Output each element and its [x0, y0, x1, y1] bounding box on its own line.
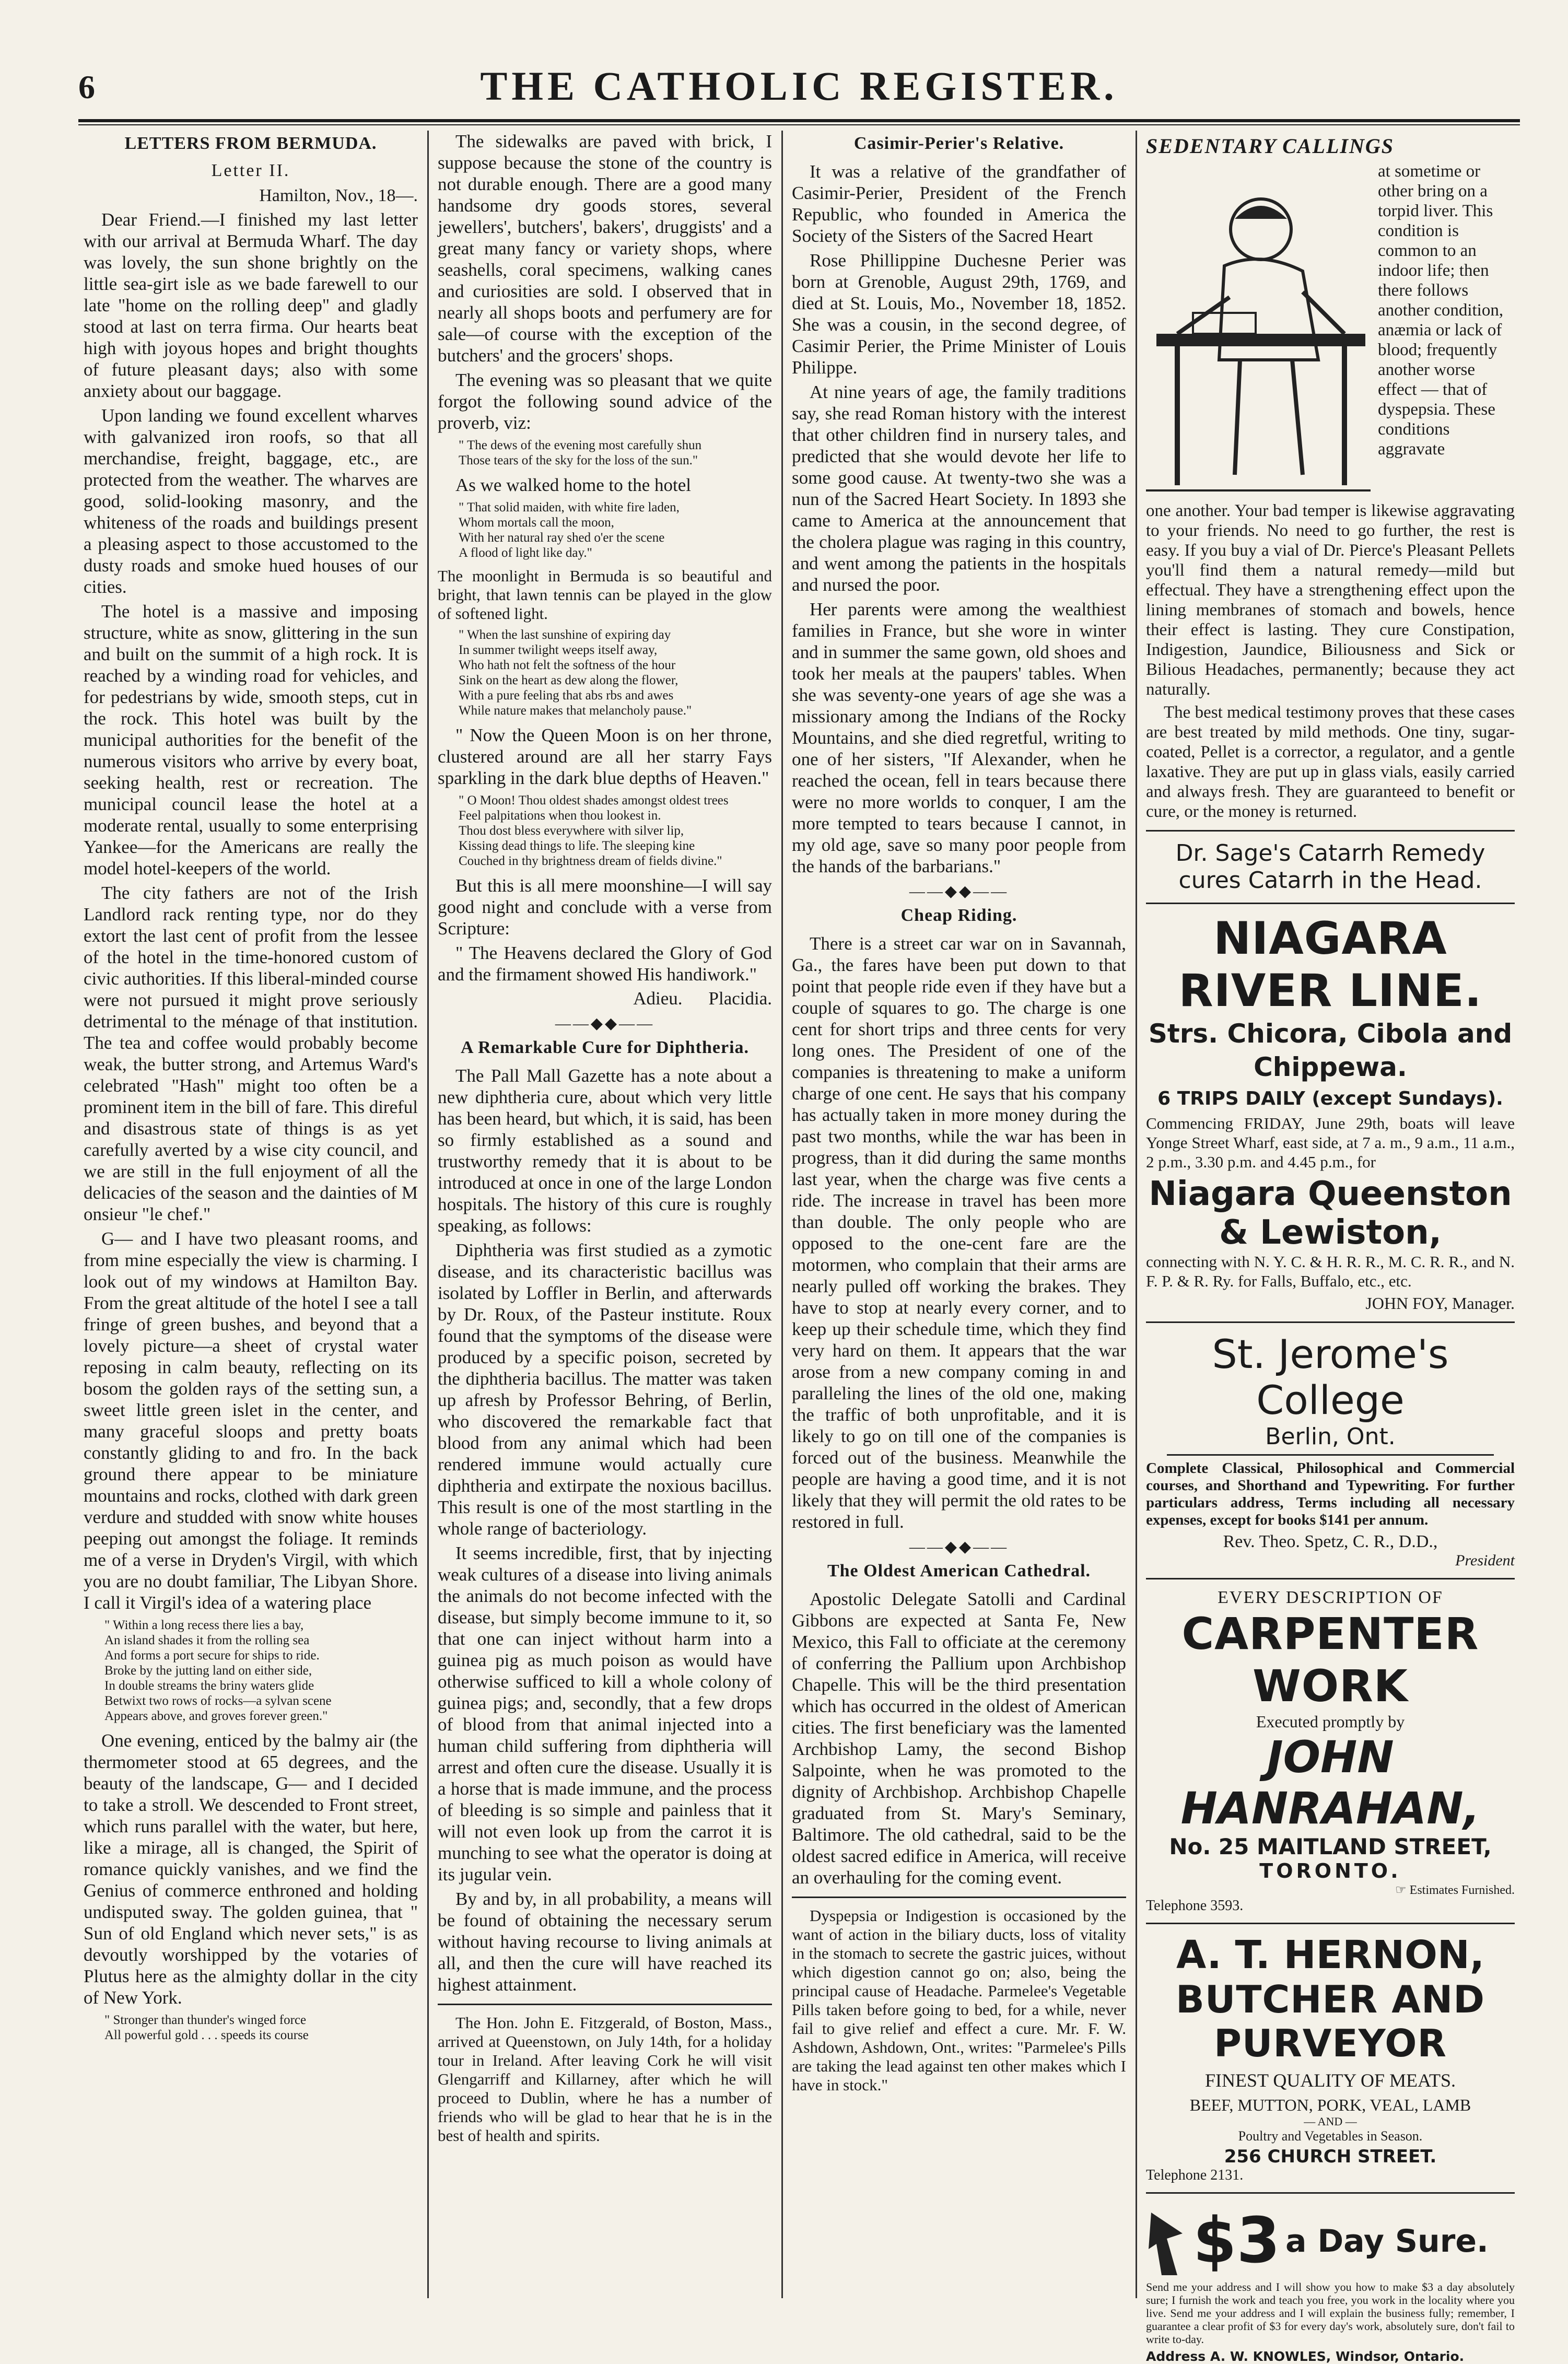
- verse-line: Appears above, and groves forever green.": [104, 1709, 328, 1723]
- verse-line: In double streams the briny waters glide: [104, 1679, 314, 1693]
- ad-sedentary-callings: [1146, 134, 1515, 822]
- article-heading: Cheap Riding.: [900, 906, 1017, 925]
- column-rule-3: [1136, 131, 1137, 2298]
- verse-line: Feel palpitations when thou lookest in.: [459, 809, 661, 823]
- verse-line: Those tears of the sky for the loss of the sun.": [459, 453, 698, 467]
- ad-connect: connecting with N. Y. C. & H. R. R., M. C. R. R., and N. F. P. & R. Ry. for Falls, Buffalo, etc., etc.: [1146, 1253, 1515, 1290]
- verse-line: In summer twilight weeps itself away,: [459, 643, 658, 657]
- divider: [1146, 1578, 1515, 1579]
- paragraph: Upon landing we found excellent wharves with galvanized iron roofs, so that all merchandise, freight, baggage, etc., are protected from the weather. The wharves are good, solid-looking masonry, and the whiteness of the roads and buildings present a pleasing aspect to those accustomed to the dusty roads and smoke hued houses of our cities.: [84, 405, 418, 597]
- divider: [1146, 903, 1515, 904]
- paragraph: G— and I have two pleasant rooms, and from mine especially the view is charming. I look out of my windows at Hamilton Bay. From the great altitude of the hotel I see a tall fringe of green bushes, and beyond that a lovely picture—a sheet of crystal water reposing in calm beauty, reflecting on its bosom the golden rays of the setting sun, a sweet little green islet in the center, and many graceful sloops and pretty boats constantly gliding to and fro. In the back ground there appear to be miniature mountains and rocks, clothed with dark green verdure and studded with snow white houses peeping out amongst the foliage. It reminds me of a verse in Dryden's Virgil, with which you are no doubt familiar, The Libyan Shore. I call it Virgil's idea of a watering place: [84, 1228, 418, 1613]
- ad-president: Rev. Theo. Spetz, C. R., D.D.,: [1223, 1532, 1438, 1551]
- verse-line: " Within a long recess there lies a bay,: [104, 1618, 304, 1632]
- article-heading: The Oldest American Cathedral.: [827, 1561, 1091, 1581]
- ad-line: Executed promptly by: [1256, 1712, 1405, 1731]
- hand-pointer-icon: ☞: [1395, 1883, 1410, 1897]
- paragraph: Dyspepsia or Indigestion is occasioned by the want of action in the biliary ducts, loss of vitality in the stomach to secrete the gastric juices, without which digestion cannot go on; also, being the principal cause of Headache. Parmelee's Vegetable Pills taken before going to bed, for a while, never fail to give relief and effect a cure. Mr. F. W. Ashdown, Ashdown, Ont., writes: "Parmelee's Pills are taking the lead against ten other makes which I have in stock.": [792, 1906, 1126, 2094]
- ad-estimates: ☞ Estimates Furnished.: [1395, 1883, 1515, 1897]
- paragraph: The city fathers are not of the Irish Landlord rack renting type, nor do they extort the last cent of profit from the lessee of the hotel in the time-honored custom of civic authorities. If this liberal-minded course were not pursued it might prove seriously detrimental to the ménage of that institution. The tea and coffee would probably become weak, the butter strong, and Artemus Ward's celebrated "Hash" might too often be a prominent item in the bill of fare. This direful and disastrous state of things is as yet carefully averted by a wise city council, and we are still in the full enjoyment of all the delicacies of the season and the dainties of M onsieur "le chef.": [84, 883, 418, 1224]
- verse-line: " That solid maiden, with white fire laden,: [459, 500, 680, 514]
- ad-trips: 6 TRIPS DAILY (except Sundays).: [1157, 1088, 1503, 1109]
- paragraph: The hotel is a massive and imposing structure, white as snow, glittering in the sun and built on the summit of a high rock. It is reached by a winding road for vehicles, and for pedestrians by wide, smooth steps, cut in the rock. This hotel was built by the municipal authorities for the benefit of the numerous visitors who arrive by every boat, seeking health, rest or recreation. The municipal council lease the hotel at a moderate rental, usually to some enterprising Yankee—for the Americans are really the model hotel-keepers of the world.: [84, 601, 418, 879]
- article-heading: A Remarkable Cure for Diphtheria.: [460, 1038, 750, 1057]
- ad-big-price: $3: [1193, 2205, 1280, 2277]
- ornament-divider: ——◆◆——: [555, 1015, 655, 1032]
- ad-st-jeromes-college: [1146, 1331, 1515, 1570]
- divider: [1146, 2192, 1515, 2194]
- signature: [438, 988, 772, 1009]
- column-rule-2: [781, 131, 783, 2298]
- verse-line: An island shades it from the rolling sea: [104, 1633, 310, 1647]
- verse-line: Couched in thy brightness dream of fields divine.": [459, 854, 722, 868]
- ad-ships: Strs. Chicora, Cibola and Chippewa.: [1148, 1019, 1513, 1082]
- signature-name: Placidia.: [708, 988, 772, 1009]
- ad-phone: Telephone 2131.: [1146, 2167, 1244, 2183]
- ad-carpenter-work: [1146, 1588, 1515, 1914]
- verse-line: Kissing dead things to life. The sleeping kine: [459, 839, 695, 853]
- ad-line: EVERY DESCRIPTION OF: [1218, 1588, 1443, 1607]
- ad-line: BEEF, MUTTON, PORK, VEAL, LAMB: [1189, 2096, 1471, 2114]
- verse-line: Whom mortals call the moon,: [459, 516, 614, 530]
- ad-details: Commencing FRIDAY, June 29th, boats will leave Yonge Street Wharf, east side, at 7 a. m., 9 a.m., 11 a.m., 2 p.m., 3.30 p.m. and 4.45 p.m., for: [1146, 1114, 1515, 1171]
- verse-line: With her natural ray shed o'er the scene: [459, 531, 665, 545]
- divider: [1167, 1454, 1494, 1456]
- ad-text: at sometime or other bring on a torpid liver. This condition is common to an indoor life; then there follows another condition, anæmia or lack of blood; frequently another worse effect — that of dyspepsia. These conditions aggravate: [1378, 162, 1504, 459]
- verse: [104, 1618, 413, 1724]
- masthead-rule: [78, 119, 1520, 122]
- verse-line: While nature makes that melancholy pause.": [459, 704, 692, 718]
- verse-line: Betwixt two rows of rocks—a sylvan scene: [104, 1694, 332, 1708]
- ad-text: one another. Your bad temper is likewise aggravating to your friends. No need to go further, the rest is easy. If you buy a vial of Dr. Pierce's Pleasant Pellets you'll find them a natural remedy—mild but effectual. They have a strengthening effect upon the lining membranes of stomach and bowels, hence their effect is lasting. They cure Constipation, Indigestion, Jaundice, Biliousness and Sick or Bilious Headaches, permanently; because they act naturally.: [1146, 501, 1515, 699]
- ad-name: JOHN HANRAHAN,: [1180, 1731, 1480, 1834]
- paragraph: The Hon. John E. Fitzgerald, of Boston, Mass., arrived at Queenstown, on July 14th, for a holiday tour in Ireland. After leaving Cork he will visit Glengarriff and Killarney, after which he will proceed to Dublin, where he has a number of friends who will be glad to hear that he is in the best of health and spirits.: [438, 2014, 772, 2145]
- column-4-ads: [1146, 131, 1515, 2364]
- paragraph: One evening, enticed by the balmy air (the thermometer stood at 65 degrees, and the beauty of the landscape, G— and I decided to take a stroll. We descended to Front street, which runs parallel with the water, but here, like a mirage, all is changed, the Spirit of romance quickly vanishes, and we find the Genius of commerce enthroned and holding undisputed sway. The golden guinea, that " Sun of old England which never sets," is as devoutly worshipped by the votaries of Plutus here as the almighty dollar in the city of New York.: [84, 1730, 418, 2008]
- paper-title: THE CATHOLIC REGISTER.: [480, 63, 1118, 109]
- ad-text: Send me your address and I will show you how to make $3 a day absolutely sure; I furnish the work and teach you free, you work in the locality where you live. Send me your address and I will explain the business fully; remember, I guarantee a clear profit of $3 for every day's work, absolutely sure, don't fail to write to-day.: [1146, 2280, 1515, 2346]
- verse-line: With a pure feeling that abs rbs and awes: [459, 688, 674, 703]
- note: The moonlight in Bermuda is so beautiful and bright, that lawn tennis can be played in the glow of softened light.: [438, 567, 772, 623]
- ad-hernon-butcher: [1146, 1933, 1515, 2184]
- verse-line: " O Moon! Thou oldest shades amongst oldest trees: [459, 793, 729, 807]
- ad-title: St. Jerome's College: [1212, 1331, 1449, 1423]
- masthead: [78, 63, 1520, 120]
- paragraph: Diphtheria was first studied as a zymotic disease, and its characteristic bacillus was isolated by Loffler in Berlin, and afterwards by Dr. Roux, of the Pasteur institute. Roux found that the symptoms of the disease were produced by a specific poison, secreted by the diphtheria bacillus. The matter was taken up afresh by Professor Behring, of Berlin, who discovered the remarkable fact that blood from any animal which had been rendered immune would actually cure diphtheria and extirpate the noxious bacillus. This result is one of the most startling in the whole range of bacteriology.: [438, 1240, 772, 1539]
- dateline: Hamilton, Nov., 18—.: [259, 186, 418, 205]
- paragraph: But this is all mere moonshine—I will say good night and conclude with a verse from Scripture:: [438, 875, 772, 939]
- verse-line: Thou dost bless everywhere with silver lip,: [459, 824, 684, 838]
- column-1: [84, 131, 418, 2298]
- ad-text: The best medical testimony proves that these cases are best treated by mild methods. One tiny, sugar-coated, Pellet is a corrector, a regulator, and a gentle laxative. They are put up in glass vials, easily carried and always fresh. They are guaranteed to benefit or cure, or the money is returned.: [1146, 703, 1515, 821]
- paragraph: Her parents were among the wealthiest families in France, but she wore in winter and in summer the same gown, old shoes and took her meals at the paupers' tables. When she was seventy-one years of age she was a missionary among the Indians of the Rocky Mountains, and she died regretful, writing to one of her sisters, "If Alexander, when he reached the ocean, fell in tears because there were no more worlds to conquer, I am the more tempted to tears because I cannot, in my old age, save so many poor people from the hands of the barbarians.": [792, 599, 1126, 876]
- ad-name: A. T. HERNON,: [1176, 1933, 1484, 1977]
- verse-line: Who hath not felt the softness of the hour: [459, 658, 676, 672]
- paragraph: " The Heavens declared the Glory of God and the firmament showed His handiwork.": [438, 943, 772, 985]
- divider: [792, 1897, 1126, 1898]
- ornament-divider: ——◆◆——: [909, 883, 1009, 900]
- verse-line: " Stronger than thunder's winged force: [104, 2013, 307, 2027]
- paragraph: It seems incredible, first, that by injecting weak cultures of a disease into living animals the animals do not become infected with the disease, but simply become immune to it, so that one can inject without harm into a guinea pig as much poison as would have otherwise sufficed to kill a whole colony of guinea pigs; and, secondly, that a few drops of blood from that animal injected into a human child suffering from diphtheria will arrest and often cure the disease. Usually it is a horse that is made immune, and the process of bleeding is so simple and painless that it will not even look up from the carrot it is munching to see what the operator is doing at its jugular vein.: [438, 1543, 772, 1885]
- column-3: [792, 131, 1126, 2298]
- ad-president-title: President: [1455, 1552, 1515, 1569]
- ad-niagara-river-line: [1146, 912, 1515, 1313]
- verse-line: " When the last sunshine of expiring day: [459, 628, 671, 642]
- pointing-hand-icon: [1146, 2202, 1188, 2280]
- ad-title: CARPENTER WORK: [1181, 1608, 1479, 1712]
- ad-details: Complete Classical, Philosophical and Commercial courses, and Shorthand and Typewriting. For further particulars address, Terms including all necessary expenses, except for books $141 per annum.: [1146, 1460, 1515, 1528]
- ad-three-dollars: [1146, 2202, 1515, 2364]
- ad-address: No. 25 MAITLAND STREET,: [1169, 1834, 1492, 1859]
- divider: [1146, 1923, 1515, 1924]
- ad-address: 256 CHURCH STREET.: [1224, 2146, 1437, 2167]
- ad-line: FINEST QUALITY OF MEATS.: [1204, 2070, 1456, 2091]
- paragraph: Apostolic Delegate Satolli and Cardinal Gibbons are expected at Santa Fe, New Mexico, this Fall to officiate at the ceremony of conferring the Pallium upon Archbishop Chapelle. This will be the third presentation which has occurred in the oldest of American cities. The first beneficiary was the lamented Archbishop Lamy, the second Bishop Salpointe, when he was promoted to the dignity of Archbishop. Archbishop Chapelle graduated from St. Mary's Seminary, Baltimore. The old cathedral, said to be the oldest sacred edifice in America, will receive an overhauling for the coming event.: [792, 1589, 1126, 1888]
- paragraph: Dear Friend.—I finished my last letter with our arrival at Bermuda Wharf. The day was lovely, the sun shone brightly on the little sea-girt isle as we bade farewell to our late "home on the rolling deep" and gladly stood at last on terra firma. Our hearts beat high with joyous hopes and bright thoughts of future pleasant days; also with some anxiety about our baggage.: [84, 209, 418, 401]
- verse-line: All powerful gold . . . speeds its course: [104, 2028, 309, 2042]
- ad-catarrh: Dr. Sage's Catarrh Remedy cures Catarrh in the Head.: [1175, 840, 1485, 894]
- man-at-desk-illustration: [1146, 161, 1371, 501]
- paragraph: By and by, in all probability, a means will be found of obtaining the necessary serum without having recourse to living animals at all, and then the cure will have reached its highest attainment.: [438, 1889, 772, 1995]
- ornament-divider: ——◆◆——: [909, 1538, 1009, 1555]
- verse-line: Sink on the heart as dew along the flower,: [459, 673, 678, 687]
- column-2: [438, 131, 772, 2298]
- article-heading: Casimir-Perier's Relative.: [853, 134, 1064, 153]
- page-number: 6: [78, 68, 95, 106]
- verse-line: " The dews of the evening most carefully shun: [459, 438, 702, 452]
- divider: [438, 2004, 772, 2005]
- verse: [459, 438, 767, 468]
- masthead-rule-thin: [78, 124, 1520, 125]
- paragraph: Rose Phillippine Duchesne Perier was born at Grenoble, August 29th, 1769, and died at St. Louis, Mo., November 18, 1852. She was a cousin, in the second degree, of Casimir Perier, the Prime Minister of Louis Philippe.: [792, 250, 1126, 378]
- ad-manager: JOHN FOY, Manager.: [1365, 1294, 1515, 1313]
- ad-title: a Day Sure.: [1285, 2223, 1489, 2260]
- verse-line: A flood of light like day.": [459, 546, 592, 560]
- ad-line: Poultry and Vegetables in Season.: [1238, 2128, 1423, 2144]
- ad-location: Berlin, Ont.: [1265, 1423, 1396, 1450]
- verse: [459, 627, 767, 718]
- verse-line: Broke by the jutting land on either side,: [104, 1664, 312, 1678]
- ad-route: Niagara Queenston & Lewiston,: [1149, 1175, 1512, 1252]
- verse: [459, 500, 767, 560]
- ad-title: SEDENTARY CALLINGS: [1146, 134, 1395, 158]
- paragraph: The sidewalks are paved with brick, I suppose because the stone of the country is not durable enough. There are a good many handsome dry goods stores, several jewellers', butchers', bakers', druggists' and a great many fancy or variety shops, where seashells, coral specimens, walking canes and curiosities are sold. I observed that in nearly all shops boots and perfumery are for sale—of course with the exception of the butchers' and the grocers' shops.: [438, 131, 772, 366]
- ad-address: Address A. W. KNOWLES, Windsor, Ontario.: [1146, 2349, 1465, 2364]
- paragraph: At nine years of age, the family traditions say, she read Roman history with the interest that other children find in nursery tales, and predicted that she would devote her life to some good cause. At twenty-two she was a nun of the Sacred Heart Society. In 1893 she came to America at the announcement that the cholera plague was raging in this country, and went among the patients in the hospitals and nursed the poor.: [792, 382, 1126, 595]
- signature-adieu: Adieu.: [633, 988, 683, 1009]
- ad-city: TORONTO.: [1259, 1859, 1401, 1882]
- paragraph: " Now the Queen Moon is on her throne, clustered around are all her starry Fays sparkling in the dark blue depths of Heaven.": [438, 725, 772, 788]
- paragraph: It was a relative of the grandfather of Casimir-Perier, President of the French Republic, who founded in America the Society of the Sisters of the Sacred Heart: [792, 161, 1126, 246]
- ad-line: — AND —: [1304, 2115, 1357, 2128]
- divider: [1146, 830, 1515, 832]
- article-heading: LETTERS FROM BERMUDA.: [124, 134, 377, 153]
- article-subheading: Letter II.: [211, 161, 290, 180]
- paragraph: The evening was so pleasant that we quite forgot the following sound advice of the proverb, viz:: [438, 370, 772, 433]
- paragraph: As we walked home to the hotel: [455, 475, 692, 495]
- paragraph: The Pall Mall Gazette has a note about a new diphtheria cure, about which very little has been heard, but which, it is said, has been so firmly established as a sound and trustworthy remedy that it is about to be introduced at once in one of the large London hospitals. The history of this cure is roughly speaking, as follows:: [438, 1066, 772, 1236]
- paragraph: There is a street car war on in Savannah, Ga., the fares have been put down to that point that people ride even if they have but a couple of squares to go. The charge is one cent for short trips and three cents for very long ones. The President of one of the companies is threatening to make a uniform charge of one cent. He says that his company has actually taken in more money during the past two months, while the war has been in progress, than it did during the same months last year, when the charge was five cents a ride. The increase in travel has been more than double. The only people who are opposed to the one-cent fare are the motormen, who complain that their arms are nearly pulled off working the brakes. They have to stop at nearly every corner, and to keep up their schedule time, which they find very hard on them. It appears that the war arose from a new company coming in and paralleling the lines of the old one, making the traffic of both unprofitable, and it is likely to go on till one of the companies is forced out of the business. Meanwhile the people are having a good time, and it is not likely that they will permit the old rates to be restored in full.: [792, 933, 1126, 1532]
- column-rule-1: [427, 131, 429, 2298]
- ad-phone: Telephone 3593.: [1146, 1898, 1244, 1914]
- ad-title: BUTCHER AND PURVEYOR: [1176, 1977, 1485, 2065]
- ad-title: NIAGARA RIVER LINE.: [1178, 912, 1482, 1017]
- verse-line: And forms a port secure for ships to ride.: [104, 1648, 320, 1663]
- verse: [459, 793, 767, 869]
- divider: [1146, 1321, 1515, 1323]
- verse: [104, 2012, 413, 2043]
